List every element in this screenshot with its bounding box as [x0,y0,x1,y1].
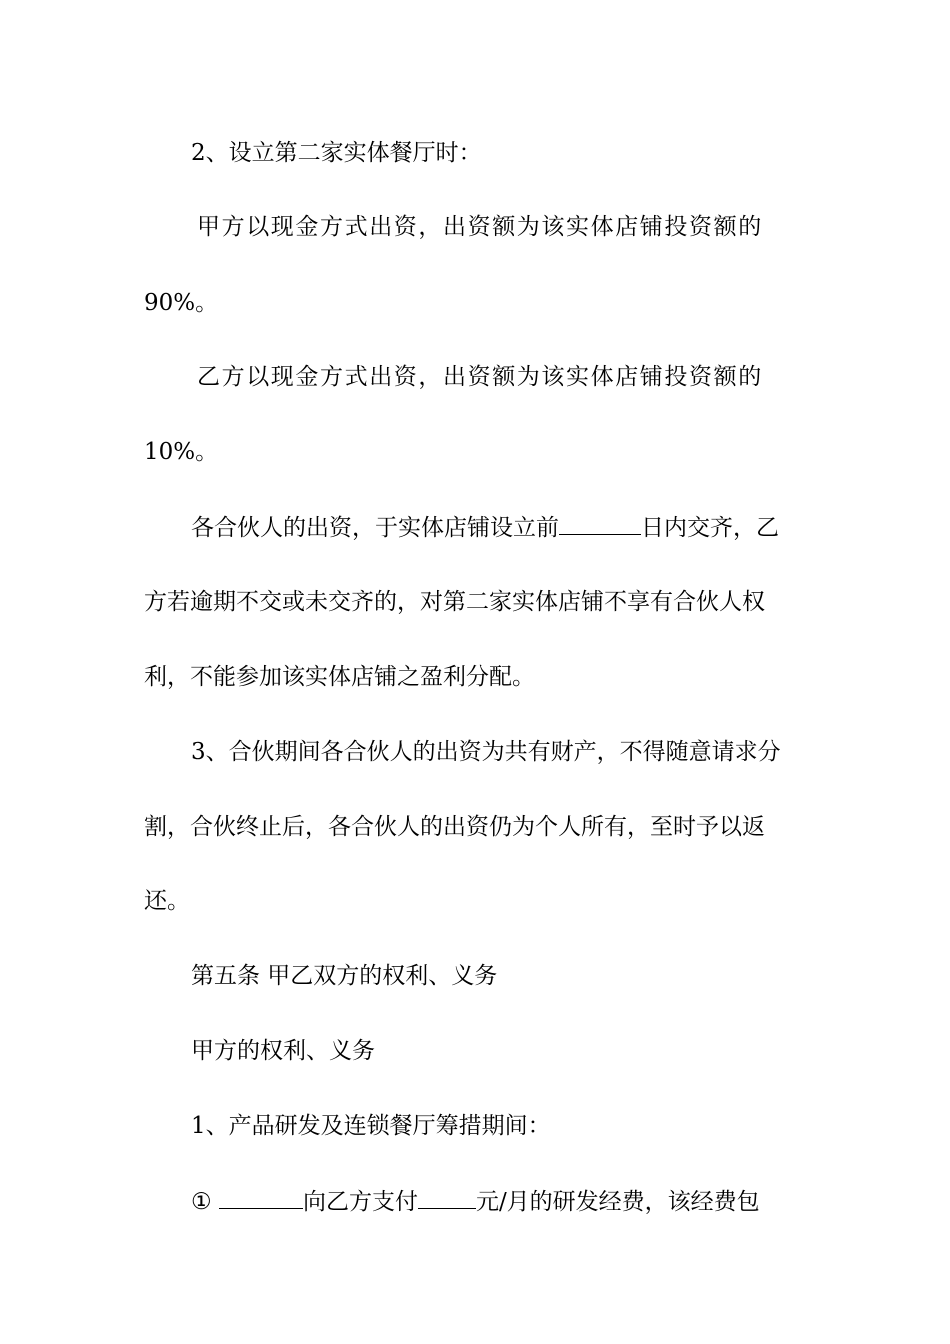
party-a-rights-heading: 甲方的权利、义务 [191,1038,375,1064]
article-5-heading: 第五条 甲乙双方的权利、义务 [191,963,498,989]
funding-text-after: 元/月的研发经费，该经费包 [475,1189,760,1215]
party-b-contribution: 乙方以现金方式出资，出资额为该实体店铺投资额的 [197,364,763,390]
profit-distribution-line: 利，不能参加该实体店铺之盈利分配。 [144,664,535,690]
payment-text: 向乙方支付 [302,1189,418,1215]
deadline-text-after: 日内交齐，乙 [641,515,779,541]
item-marker: ① [191,1189,219,1215]
development-period-heading: 1、产品研发及连锁餐厅筹措期间： [191,1113,551,1139]
clause-3-line-3: 还。 [144,888,190,914]
amount-blank-field [418,1186,476,1209]
party-b-percentage: 10%。 [144,439,219,465]
deadline-text-before: 各合伙人的出资，于实体店铺设立前 [191,515,559,541]
contribution-deadline-line [191,512,806,543]
clause-2-heading: 2、设立第二家实体餐厅时： [191,140,482,166]
clause-3-line-2: 割，合伙终止后，各合伙人的出资仍为个人所有，至时予以返 [144,814,765,840]
days-blank-field [559,512,641,535]
clause-3-line-1: 3、合伙期间各合伙人的出资为共有财产，不得随意请求分 [191,739,781,765]
payer-blank-field [219,1186,303,1209]
research-funding-line [191,1186,806,1217]
party-a-contribution: 甲方以现金方式出资，出资额为该实体店铺投资额的 [197,214,763,240]
party-a-percentage: 90%。 [144,290,219,316]
overdue-clause-line: 方若逾期不交或未交齐的，对第二家实体店铺不享有合伙人权 [144,589,765,615]
